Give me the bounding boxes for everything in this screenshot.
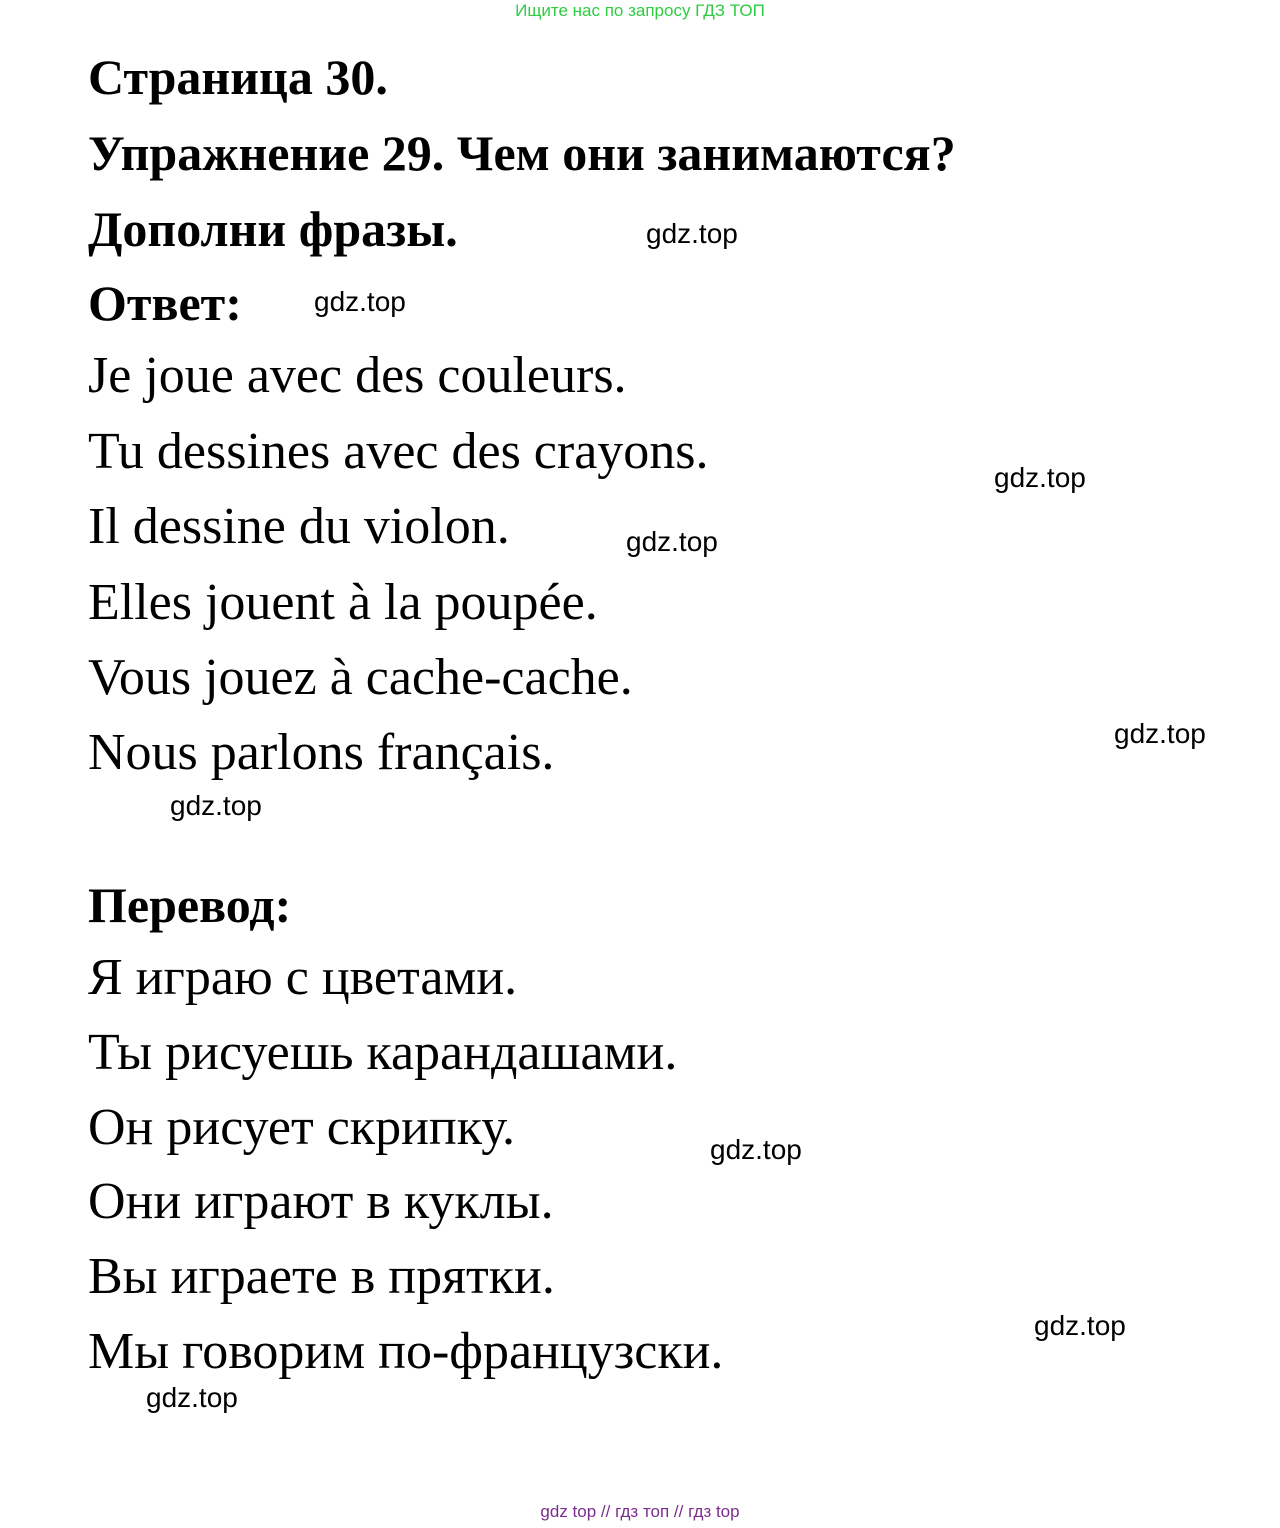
watermark: gdz.top: [1034, 1310, 1126, 1341]
translation-line: Мы говорим по-французски.: [88, 1323, 724, 1380]
watermark: gdz.top: [626, 526, 718, 557]
answer-line: Je joue avec des couleurs.: [88, 347, 627, 404]
watermark: gdz.top: [314, 286, 406, 317]
answer-label: Ответ:: [88, 275, 242, 331]
answer-line: Nous parlons français.: [88, 724, 555, 781]
answer-line: Il dessine du violon.: [88, 498, 510, 555]
translation-line: Ты рисуешь карандашами.: [88, 1024, 678, 1081]
watermark: gdz.top: [994, 462, 1086, 493]
translation-line: Он рисует скрипку.: [88, 1099, 516, 1156]
task-instruction: Дополни фразы.: [88, 201, 458, 257]
translation-line: Вы играете в прятки.: [88, 1248, 555, 1305]
watermark: gdz.top: [170, 790, 262, 821]
translation-line: Я играю с цветами.: [88, 949, 518, 1006]
translation-label: Перевод:: [88, 877, 292, 933]
translation-line: Они играют в куклы.: [88, 1173, 554, 1230]
watermark: gdz.top: [646, 218, 738, 249]
watermark: gdz.top: [146, 1382, 238, 1413]
answer-line: Vous jouez à cache-cache.: [88, 649, 633, 706]
exercise-title: Упражнение 29. Чем они занимаются?: [88, 125, 956, 181]
page-title: Страница 30.: [88, 49, 388, 105]
search-banner: Ищите нас по запросу ГДЗ ТОП: [515, 1, 765, 20]
watermark: gdz.top: [1114, 718, 1206, 749]
answer-line: Tu dessines avec des crayons.: [88, 423, 709, 480]
footer-links: gdz top // гдз топ // гдз top: [540, 1502, 740, 1521]
watermark: gdz.top: [710, 1134, 802, 1165]
answer-line: Elles jouent à la poupée.: [88, 574, 598, 631]
